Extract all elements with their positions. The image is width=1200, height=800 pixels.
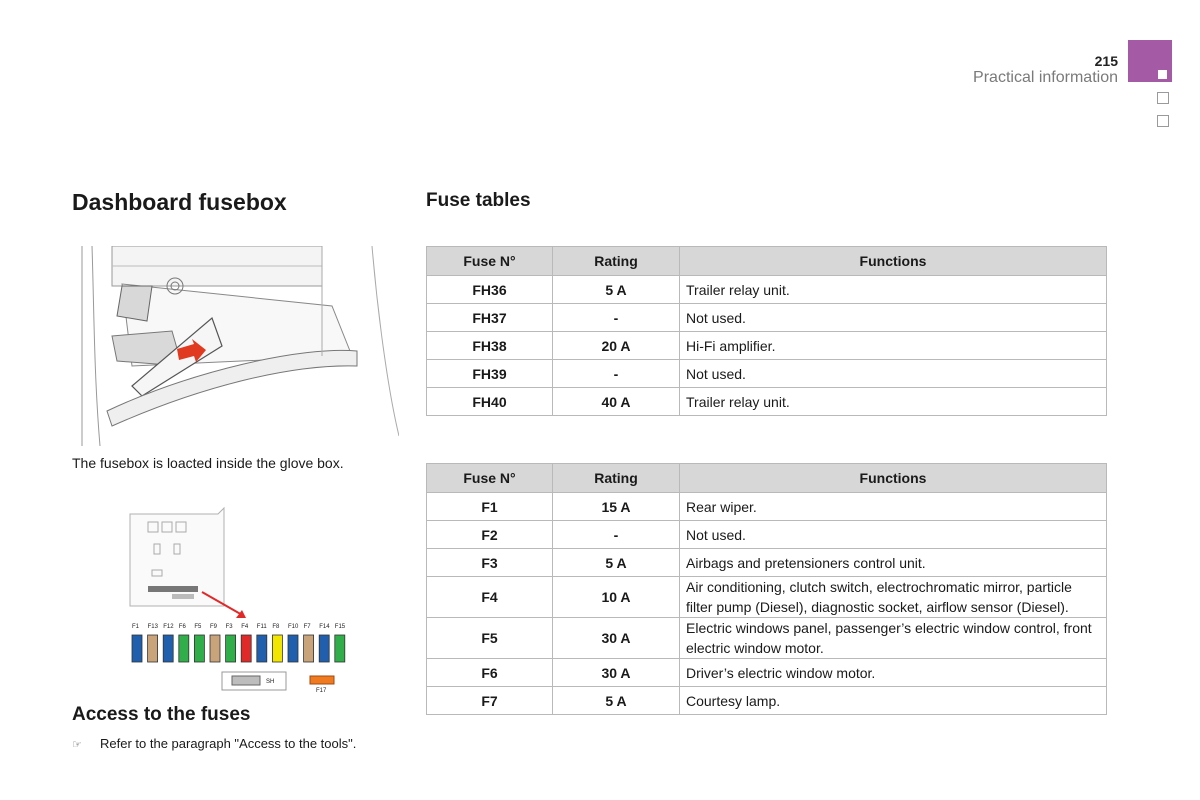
section-title: Practical information [973,69,1118,86]
fuse-label-F17: F17 [316,688,327,694]
table-row [427,618,1107,659]
glovebox-illustration [72,246,399,446]
access-heading: Access to the fuses [72,704,251,725]
fuse [288,635,298,662]
fuse [335,635,345,662]
page-heading: Dashboard fusebox [72,189,287,215]
table-row [427,577,1107,618]
table-row [427,493,1107,521]
column-header-fuse: Fuse N° [427,464,553,493]
fuse [241,635,251,662]
fuse-number-cell: F4 [427,577,553,618]
rating-cell: 40 A [553,388,680,416]
fuse-tables-heading: Fuse tables [426,190,531,211]
fuse-number-cell: F7 [427,687,553,715]
function-cell: Trailer relay unit. [680,276,1107,304]
pointing-hand-icon: ☞ [72,739,82,751]
fuse [226,635,236,662]
table-row [427,521,1107,549]
fuse-number-cell: FH40 [427,388,553,416]
rating-cell: - [553,304,680,332]
fuse [272,635,282,662]
rating-cell: 5 A [553,687,680,715]
relay-label: SH [266,679,275,685]
table-row [427,687,1107,715]
fuse-label: F12 [163,624,174,630]
access-bullet-text: Refer to the paragraph "Access to the tools". [100,736,357,751]
rating-cell: 30 A [553,618,680,659]
rating-cell: 10 A [553,577,680,618]
fuse-table-f [426,463,1107,715]
fuse [148,635,158,662]
fuse-label: F7 [303,624,311,630]
fuse-number-cell: F5 [427,618,553,659]
function-cell: Hi-Fi amplifier. [680,332,1107,360]
tab-marker-box [1157,115,1169,127]
fuse-number-cell: FH36 [427,276,553,304]
access-bullet [72,736,356,751]
table-row [427,304,1107,332]
rating-cell: 30 A [553,659,680,687]
column-header-fuse: Fuse N° [427,247,553,276]
function-cell: Electric windows panel, passenger’s electric window control, front electric window motor. [680,618,1107,659]
function-cell: Not used. [680,360,1107,388]
rating-cell: 5 A [553,549,680,577]
column-header-rating: Rating [553,247,680,276]
function-cell: Driver’s electric window motor. [680,659,1107,687]
table-row [427,276,1107,304]
function-cell: Courtesy lamp. [680,687,1107,715]
table-row [427,388,1107,416]
fuse-label: F5 [194,624,202,630]
rating-cell: 20 A [553,332,680,360]
rating-cell: - [553,360,680,388]
fuse [319,635,329,662]
rating-cell: 5 A [553,276,680,304]
function-cell: Air conditioning, clutch switch, electrochromatic mirror, particle filter pump (Diesel), diagnostic socket, airflow sensor (Diesel). [680,577,1107,618]
rating-cell: - [553,521,680,549]
fuse-label: F14 [319,624,330,630]
fuse-row [132,624,346,662]
function-cell: Trailer relay unit. [680,388,1107,416]
fuse-number-cell: FH39 [427,360,553,388]
function-cell: Not used. [680,304,1107,332]
fuse-label: F1 [132,624,140,630]
fuse-label: F3 [225,624,233,630]
fuse-F17 [310,676,334,684]
table-row [427,659,1107,687]
fuse [194,635,204,662]
fuse-label: F13 [147,624,158,630]
table-row [427,332,1107,360]
function-cell: Airbags and pretensioners control unit. [680,549,1107,577]
column-header-rating: Rating [553,464,680,493]
page-number: 215 [1094,53,1118,69]
fuse-number-cell: F6 [427,659,553,687]
fuse-label: F10 [288,624,299,630]
fuse-table-fh [426,246,1107,416]
fuse-label: F4 [241,624,249,630]
fuse [210,635,220,662]
column-header-functions: Functions [680,247,1107,276]
fusebox-layout-diagram [128,506,353,696]
table-row [427,360,1107,388]
fuse [179,635,189,662]
fuse-number-cell: F3 [427,549,553,577]
fuse-number-cell: FH38 [427,332,553,360]
fuse-label: F9 [210,624,218,630]
fuse-label: F8 [272,624,280,630]
tab-marker-box [1157,92,1169,104]
fuse-number-cell: F2 [427,521,553,549]
fuse-label: F11 [256,624,267,630]
fuse [132,635,142,662]
rating-cell: 15 A [553,493,680,521]
function-cell: Not used. [680,521,1107,549]
fuse-number-cell: FH37 [427,304,553,332]
fuse [257,635,267,662]
fuse [304,635,314,662]
function-cell: Rear wiper. [680,493,1107,521]
table-row [427,549,1107,577]
tab-marker-dot [1158,70,1167,79]
fuse-number-cell: F1 [427,493,553,521]
fuse [163,635,173,662]
glovebox-caption: The fusebox is loacted inside the glove box. [72,455,344,471]
fuse-label: F15 [334,624,346,630]
fuse-label: F6 [178,624,186,630]
column-header-functions: Functions [680,464,1107,493]
